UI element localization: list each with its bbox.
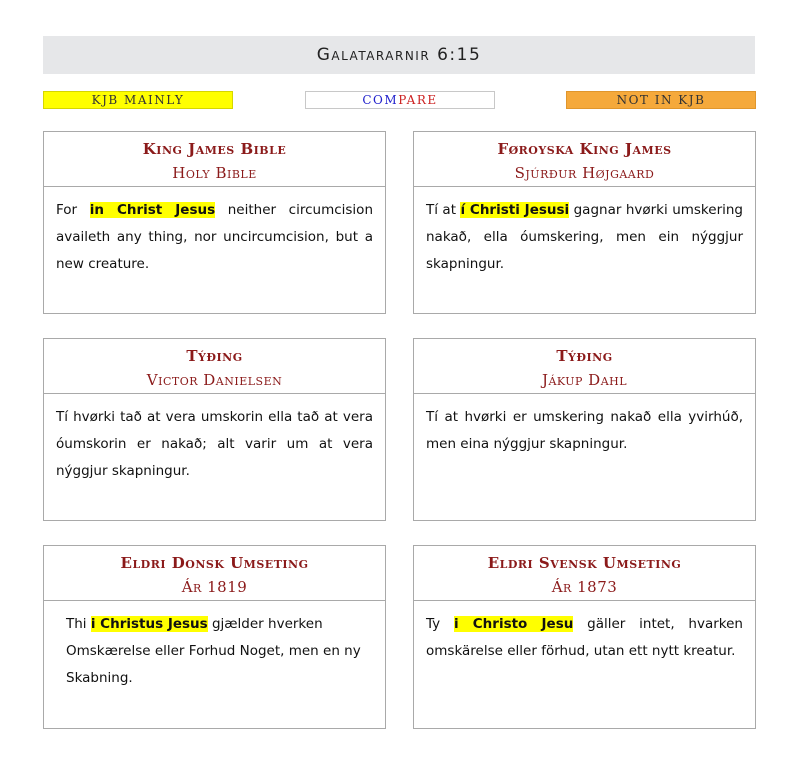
translation-card <box>413 338 756 521</box>
card-subtitle: Ár 1873 <box>551 578 618 596</box>
translation-card <box>43 545 386 729</box>
verse-highlight: í Christi Jesusi <box>460 202 570 218</box>
card-header <box>44 132 385 187</box>
verse-text-post: gjælder hverken Omskærelse eller Forhud Noget, men en ny Skabning. <box>66 616 361 686</box>
card-subtitle: Ár 1819 <box>181 578 248 596</box>
card-subtitle: Sjúrður Højgaard <box>514 164 655 182</box>
kjb-mainly-button[interactable] <box>43 91 233 109</box>
card-subtitle: Jákup Dahl <box>541 371 628 389</box>
card-title: Føroyska King James <box>497 140 672 158</box>
translation-card <box>43 131 386 314</box>
card-title: King James Bible <box>142 140 287 158</box>
card-subtitle: Victor Danielsen <box>146 371 283 389</box>
verse-text <box>44 187 385 290</box>
verse-text-pre: Thi <box>66 616 91 632</box>
translation-card <box>413 545 756 729</box>
compare-label-part2: PARE <box>398 93 438 107</box>
compare-button[interactable] <box>305 91 495 109</box>
compare-label-part1: COM <box>362 93 399 107</box>
verse-text-post: gagnar hvørki umskering nakað, ella óumskering, men ein nýggjur skapningur. <box>426 202 743 272</box>
card-subtitle: Holy Bible <box>172 164 257 182</box>
verse-text <box>414 187 755 290</box>
book-name: Galatararnir <box>316 45 431 65</box>
card-header <box>44 546 385 601</box>
chapter-verse: 6:15 <box>437 45 482 65</box>
verse-text-post: neither circumcision availeth any thing, nor uncircumcision, but a new creature. <box>56 202 374 272</box>
kjb-mainly-label: KJB MAINLY <box>91 93 185 107</box>
verse-text <box>414 394 755 470</box>
card-header <box>414 339 755 394</box>
verse-highlight: i Christo Jesu <box>453 616 574 632</box>
verse-text <box>44 601 385 704</box>
translation-card <box>413 131 756 314</box>
verse-text-post: Tí hvørki tað at vera umskorin ella tað at vera óumskorin er nakað; alt varir um at vera nýggjur skapningur. <box>56 409 373 479</box>
card-title: Týðing <box>186 347 243 365</box>
not-in-kjb-button[interactable] <box>566 91 756 109</box>
verse-highlight: in Christ Jesus <box>89 202 216 218</box>
card-header <box>414 132 755 187</box>
verse-highlight: i Christus Jesus <box>90 616 208 632</box>
verse-text-pre: Ty <box>426 616 454 632</box>
card-header <box>44 339 385 394</box>
card-title: Eldri Donsk Umseting <box>120 554 309 572</box>
verse-text-post: gäller intet, hvarken omskärelse eller förhud, utan ett nytt kreatur. <box>426 616 743 659</box>
verse-text <box>414 601 755 677</box>
card-title: Eldri Svensk Umseting <box>487 554 682 572</box>
verse-text <box>44 394 385 497</box>
verse-text-post: Tí at hvørki er umskering nakað ella yvirhúð, men eina nýggjur skapningur. <box>426 409 743 452</box>
not-in-kjb-label: NOT IN KJB <box>616 93 706 107</box>
verse-text-pre: For <box>56 202 90 218</box>
card-title: Týðing <box>556 347 613 365</box>
page-title <box>43 36 755 74</box>
verse-text-pre: Tí at <box>426 202 461 218</box>
card-header <box>414 546 755 601</box>
translation-card <box>43 338 386 521</box>
